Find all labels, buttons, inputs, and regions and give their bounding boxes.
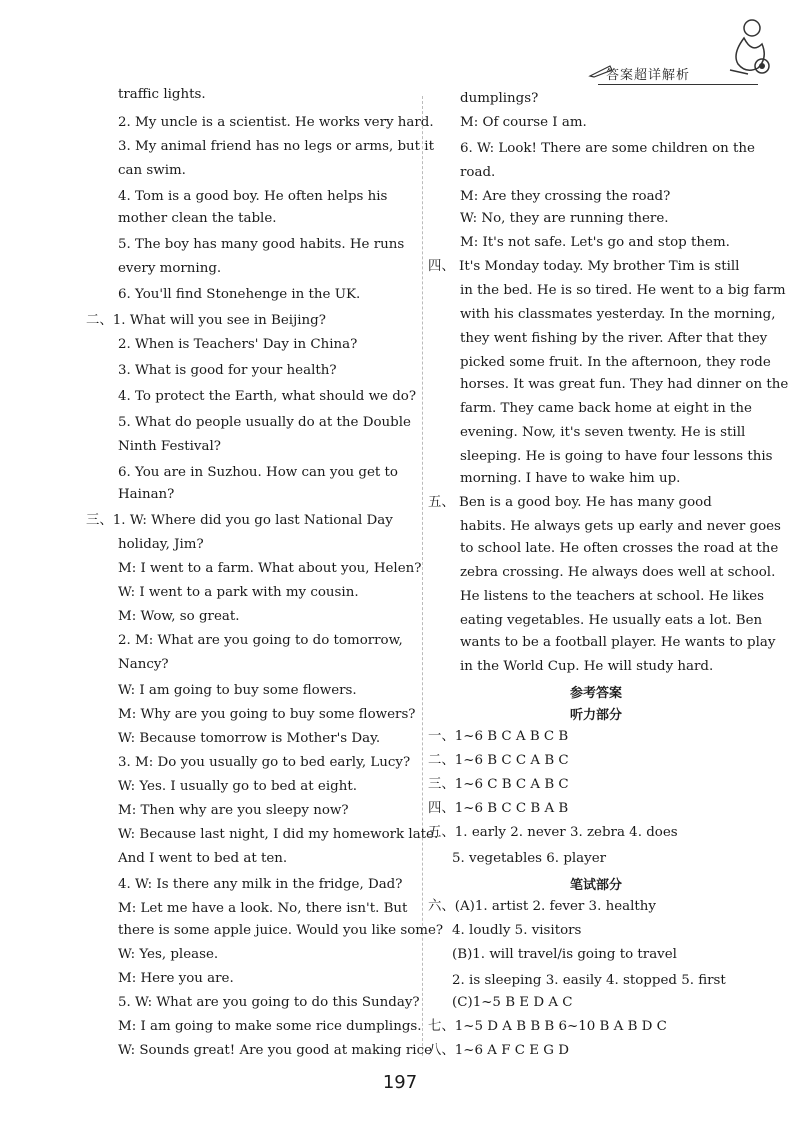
answer-line: 一、1~6 B C A B C B [428,729,569,744]
text-line: evening. Now, it's seven twenty. He is still [460,425,746,440]
text-line: M: Of course I am. [460,115,587,130]
text-line: W: I went to a park with my cousin. [118,585,359,600]
text-line: Hainan? [118,487,175,502]
text-line: 3. My animal friend has no legs or arms, but it [118,139,434,154]
page-header [588,14,778,86]
text-line: morning. I have to wake him up. [460,471,681,486]
text-line: W: Yes. I usually go to bed at eight. [118,779,357,794]
text-line: 四、 It's Monday today. My brother Tim is still [428,259,740,274]
text-line: 3. M: Do you usually go to bed early, Lucy? [118,755,411,770]
text-line: horses. It was great fun. They had dinner on the [460,377,789,392]
text-line: farm. They came back home at eight in the [460,401,752,416]
page-number: 197 [382,1072,418,1093]
text-line: 3. What is good for your health? [118,363,337,378]
text-line: M: I went to a farm. What about you, Helen? [118,561,422,576]
text-line: M: Here you are. [118,971,234,986]
column-divider [422,96,423,1056]
text-line: Ninth Festival? [118,439,221,454]
text-line: road. [460,165,496,180]
text-line: M: Then why are you sleepy now? [118,803,349,818]
text-line: 5. The boy has many good habits. He runs [118,237,405,252]
text-line: 4. W: Is there any milk in the fridge, Dad? [118,877,403,892]
text-line: traffic lights. [118,87,206,102]
text-line: wants to be a football player. He wants to play [460,635,776,650]
text-line: W: No, they are running there. [460,211,669,226]
listening-section-heading: 听力部分 [569,708,622,723]
answer-line: 五、1. early 2. never 3. zebra 4. does [428,825,678,840]
text-line: 三、1. W: Where did you go last National Day [86,513,393,528]
text-line: picked some fruit. In the afternoon, they rode [460,355,771,370]
text-line: 五、 Ben is a good boy. He has many good [428,495,712,510]
header-title: 答案超详解析 [606,68,691,83]
text-line: And I went to bed at ten. [118,851,288,866]
answer-line: 七、1~5 D A B B B 6~10 B A B D C [428,1019,667,1034]
answer-line: 2. is sleeping 3. easily 4. stopped 5. first [452,973,726,988]
answer-line: 4. loudly 5. visitors [452,923,582,938]
text-line: 2. When is Teachers' Day in China? [118,337,358,352]
text-line: W: Yes, please. [118,947,219,962]
header-rule [598,84,758,85]
text-line: 6. W: Look! There are some children on the [460,141,755,156]
text-line: holiday, Jim? [118,537,204,552]
text-line: 6. You'll find Stonehenge in the UK. [118,287,361,302]
text-line: dumplings? [460,91,539,106]
answer-line: 5. vegetables 6. player [452,851,607,866]
text-line: W: I am going to buy some flowers. [118,683,357,698]
text-line: 5. W: What are you going to do this Sunday? [118,995,420,1010]
cartoon-illustration-icon [718,14,778,82]
text-line: with his classmates yesterday. In the morning, [460,307,776,322]
text-line: W: Because tomorrow is Mother's Day. [118,731,381,746]
text-line: mother clean the table. [118,211,277,226]
text-line: habits. He always gets up early and never goes [460,519,781,534]
answer-line: 六、(A)1. artist 2. fever 3. healthy [428,899,656,914]
text-line: they went fishing by the river. After that they [460,331,768,346]
answer-line: 三、1~6 C B C A B C [428,777,569,792]
answer-line: 八、1~6 A F C E G D [428,1043,569,1058]
text-line: every morning. [118,261,222,276]
text-line: sleeping. He is going to have four lessons this [460,449,773,464]
text-line: Nancy? [118,657,169,672]
text-line: can swim. [118,163,186,178]
text-line: M: Why are you going to buy some flowers? [118,707,416,722]
text-line: W: Because last night, I did my homework late. [118,827,439,842]
text-line: 4. To protect the Earth, what should we do? [118,389,417,404]
text-line: in the World Cup. He will study hard. [460,659,714,674]
text-line: 2. M: What are you going to do tomorrow, [118,633,403,648]
answer-key-heading: 参考答案 [569,686,622,701]
text-line: 二、1. What will you see in Beijing? [86,313,326,328]
answer-line: (C)1~5 B E D A C [452,995,573,1010]
text-line: 6. You are in Suzhou. How can you get to [118,465,398,480]
text-line: M: It's not safe. Let's go and stop them. [460,235,730,250]
answer-line: 四、1~6 B C C B A B [428,801,569,816]
text-line: W: Sounds great! Are you good at making rice [118,1043,432,1058]
text-line: 2. My uncle is a scientist. He works very hard. [118,115,434,130]
text-line: eating vegetables. He usually eats a lot. Ben [460,613,763,628]
text-line: M: Wow, so great. [118,609,240,624]
text-line: M: Let me have a look. No, there isn't. But [118,901,408,916]
writing-section-heading: 笔试部分 [569,878,622,893]
text-line: He listens to the teachers at school. He likes [460,589,764,604]
answer-line: (B)1. will travel/is going to travel [452,947,677,962]
answer-line: 二、1~6 B C C A B C [428,753,569,768]
text-line: M: Are they crossing the road? [460,189,671,204]
text-line: in the bed. He is so tired. He went to a big farm [460,283,786,298]
text-line: zebra crossing. He always does well at school. [460,565,776,580]
text-line: M: I am going to make some rice dumplings. [118,1019,422,1034]
text-line: 5. What do people usually do at the Double [118,415,411,430]
text-line: there is some apple juice. Would you like some? [118,923,444,938]
text-line: 4. Tom is a good boy. He often helps his [118,189,388,204]
text-line: to school late. He often crosses the road at the [460,541,779,556]
